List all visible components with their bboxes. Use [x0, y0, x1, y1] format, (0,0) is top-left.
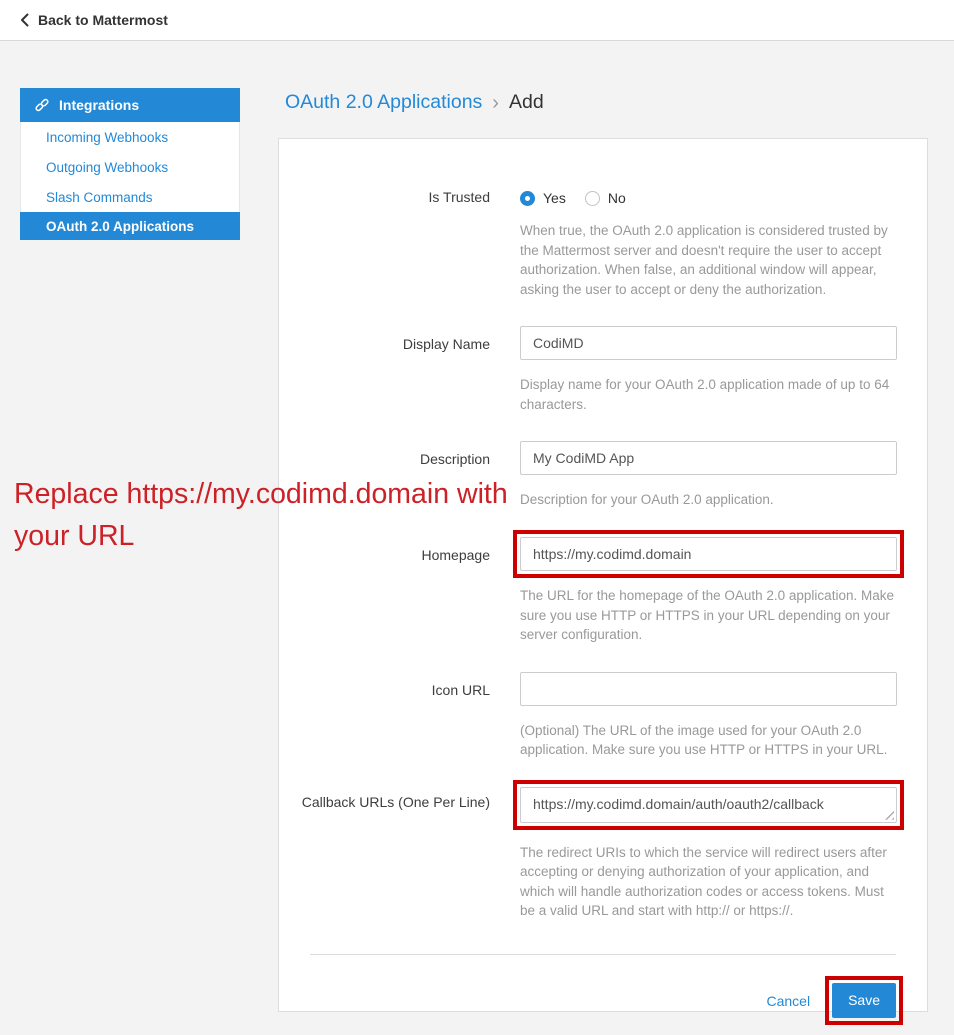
sidebar-item-oauth-applications[interactable]: OAuth 2.0 Applications [20, 212, 240, 240]
form-footer [279, 983, 927, 1018]
is-trusted-radio-group [520, 188, 897, 206]
sidebar-header-label: Integrations [59, 97, 140, 113]
display-name-help-text: Display name for your OAuth 2.0 application made of up to 64 characters. [520, 377, 890, 412]
annotation-replace-url: Replace https://my.codimd.domain with your URL [14, 478, 508, 552]
sidebar-item-slash-commands[interactable]: Slash Commands [46, 189, 153, 205]
sidebar-item-outgoing-webhooks[interactable]: Outgoing Webhooks [46, 159, 169, 175]
is-trusted-help-text: When true, the OAuth 2.0 application is considered trusted by the Mattermost server and doesn't require the user to accept authorization. When false, an additional window will appear, asking the user to accept or deny the authorization. [520, 223, 888, 297]
is-trusted-no-label: No [607, 190, 626, 206]
sidebar-item-incoming-webhooks[interactable]: Incoming Webhooks [46, 129, 169, 145]
cancel-button[interactable]: Cancel [766, 992, 811, 1009]
radio-selected-icon [520, 191, 535, 206]
callback-urls-textarea[interactable] [520, 787, 897, 823]
description-input[interactable] [520, 441, 897, 475]
description-help-text: Description for your OAuth 2.0 application. [520, 492, 774, 508]
is-trusted-yes-label: Yes [543, 190, 566, 206]
callback-urls-help-text: The redirect URIs to which the service will redirect users after accepting or denying authorization of your application, and which will handle authorization codes or access tokens. Must be a valid URL and start with http:// or https://. [520, 844, 887, 919]
link-chain-icon [35, 98, 49, 112]
is-trusted-yes-radio[interactable] [520, 190, 566, 206]
radio-unselected-icon [585, 191, 600, 206]
integrations-sidebar [20, 88, 240, 240]
breadcrumb-parent-link[interactable]: OAuth 2.0 Applications [285, 91, 483, 113]
icon-url-input[interactable] [520, 672, 897, 706]
sidebar-header-integrations[interactable] [20, 88, 240, 122]
display-name-label: Display Name [402, 336, 490, 353]
display-name-input[interactable] [520, 326, 897, 360]
sidebar-list [20, 122, 240, 240]
back-to-mattermost-link[interactable] [20, 12, 168, 28]
back-to-mattermost-label: Back to Mattermost [38, 12, 168, 28]
top-bar [0, 0, 954, 41]
icon-url-row [279, 672, 927, 760]
callback-urls-label: Callback URLs (One Per Line) [301, 793, 490, 810]
breadcrumb [285, 91, 544, 114]
homepage-input[interactable] [520, 537, 897, 571]
callback-urls-row [279, 787, 927, 921]
footer-divider [310, 954, 896, 955]
oauth-add-form-panel [278, 138, 928, 1012]
description-label: Description [419, 451, 490, 468]
is-trusted-no-radio[interactable] [585, 190, 626, 206]
homepage-label: Homepage [421, 546, 490, 563]
is-trusted-row [279, 188, 927, 299]
icon-url-help-text: (Optional) The URL of the image used for your OAuth 2.0 application. Make sure you use HTTP or HTTPS in your URL. [520, 722, 888, 758]
display-name-row [279, 326, 927, 414]
breadcrumb-separator-icon: › [492, 92, 499, 114]
save-button[interactable]: Save [832, 983, 896, 1018]
chevron-left-icon [20, 13, 29, 27]
homepage-help-text: The URL for the homepage of the OAuth 2.0 application. Make sure you use HTTP or HTTPS in your URL depending on your server configuration. [520, 587, 894, 643]
is-trusted-label: Is Trusted [428, 189, 490, 205]
icon-url-label: Icon URL [431, 681, 490, 698]
breadcrumb-current: Add [508, 91, 544, 113]
